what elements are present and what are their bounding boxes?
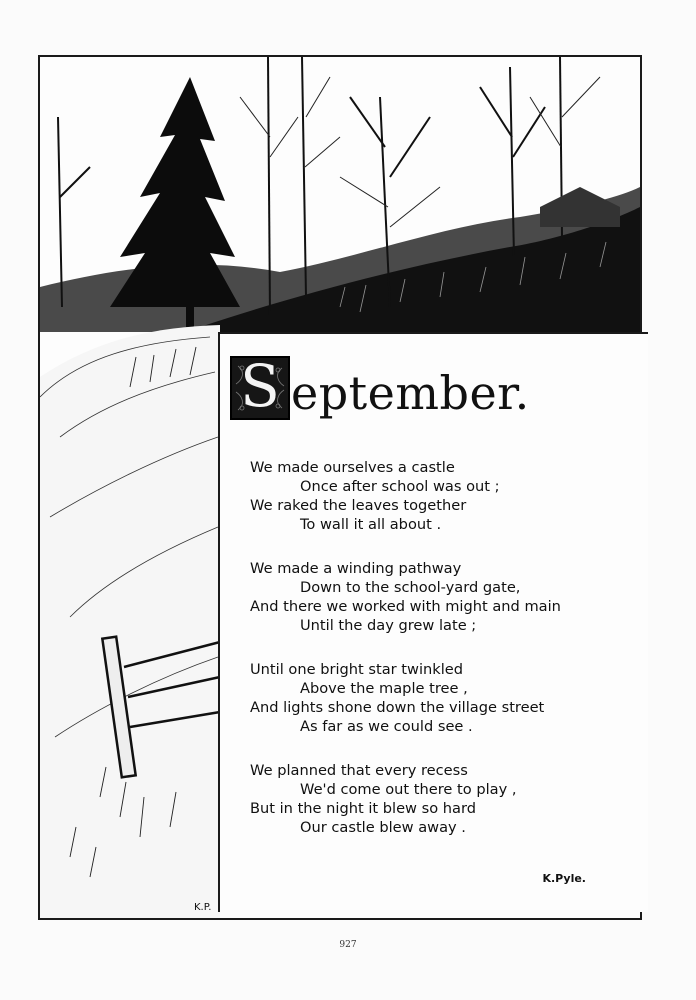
poem-line: Above the maple tree , <box>300 680 468 697</box>
poem-line: As far as we could see . <box>300 718 473 735</box>
poem-line: And there we worked with might and main <box>250 598 561 615</box>
poem-line: Once after school was out ; <box>300 478 500 495</box>
stanza <box>250 660 640 736</box>
poem-line: We made ourselves a castle <box>250 459 455 476</box>
poem-line: Until one bright star twinkled <box>250 661 464 678</box>
author-signature: K.Pyle. <box>542 872 586 885</box>
dropcap-letter: S <box>240 352 280 420</box>
poem-line: Our castle blew away . <box>300 819 466 836</box>
poem-body <box>250 458 640 862</box>
poem-line: We planned that every recess <box>250 762 468 779</box>
poem-panel <box>218 332 648 912</box>
title-text: eptember. <box>291 366 530 420</box>
page-number: 927 <box>339 940 357 950</box>
poem-line: Down to the school-yard gate, <box>300 579 521 596</box>
poem-title <box>230 352 530 420</box>
poem-line: But in the night it blew so hard <box>250 800 476 817</box>
illustrator-initials: K.P. <box>194 902 212 913</box>
poem-line: To wall it all about . <box>300 516 442 533</box>
poem-line: We'd come out there to play , <box>300 781 517 798</box>
poem-line: Until the day grew late ; <box>300 617 477 634</box>
poem-line: And lights shone down the village street <box>250 699 545 716</box>
poem-line: We made a winding pathway <box>250 560 462 577</box>
dropcap-initial <box>230 352 290 420</box>
stanza <box>250 559 640 635</box>
poem-line: We raked the leaves together <box>250 497 467 514</box>
stanza <box>250 761 640 837</box>
stanza <box>250 458 640 534</box>
